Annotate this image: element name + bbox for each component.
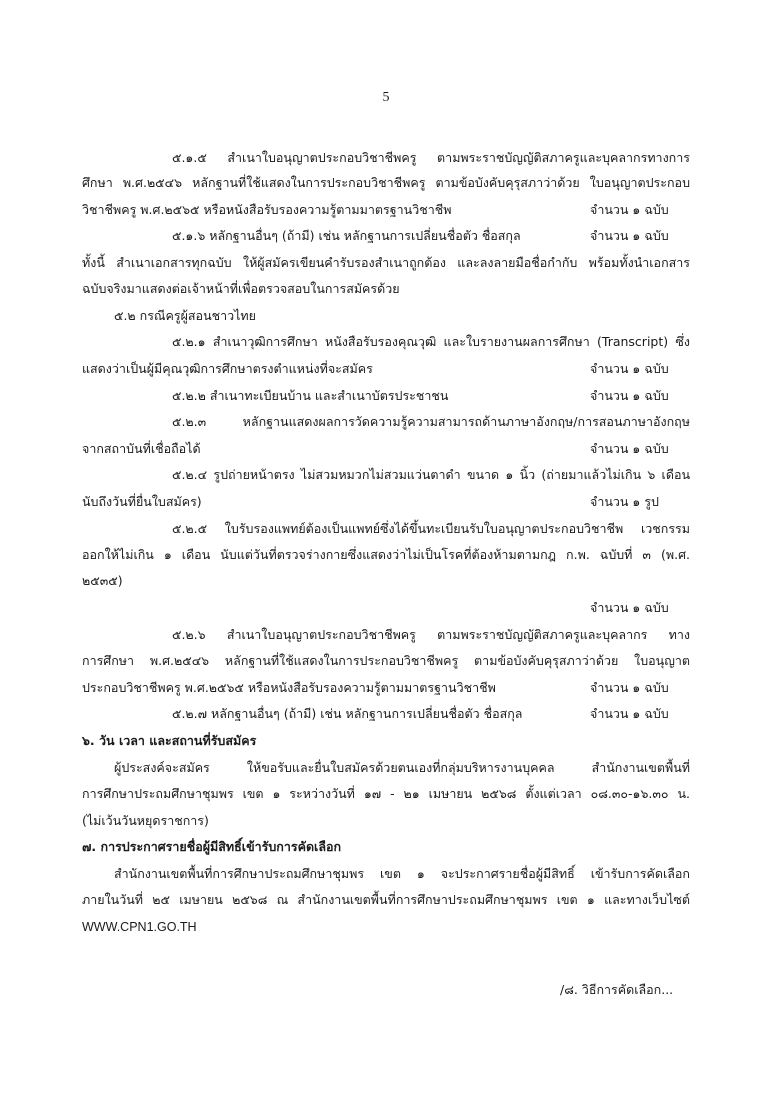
- copies-count: จำนวน ๑ ฉบับ: [590, 228, 669, 243]
- text-line: นับถึงวันที่ยื่นใบสมัคร) จำนวน ๑ รูป: [82, 490, 690, 514]
- text-line: ๕.๑.๖ หลักฐานอื่นๆ (ถ้ามี) เช่น หลักฐานการเปลี่ยนชื่อตัว ชื่อสกุล จำนวน ๑ ฉบับ: [172, 224, 690, 248]
- text-line: ๕.๑.๕ สำเนาใบอนุญาตประกอบวิชาชีพครู ตามพระราชบัญญัติสภาครูและบุคลากรทางการ: [172, 150, 690, 165]
- copies-count: จำนวน ๑ ฉบับ: [590, 600, 669, 615]
- copies-count: จำนวน ๑ รูป: [590, 494, 659, 509]
- section-heading-7: ๗. การประกาศรายชื่อผู้มีสิทธิ์เข้ารับการคัดเลือก: [82, 839, 342, 854]
- text-line: ๕.๒.๕ ใบรับรองแพทย์ต้องเป็นแพทย์ซึ่งได้ขึ้นทะเบียนรับใบอนุญาตประกอบวิชาชีพ เวชกรรม: [172, 521, 690, 536]
- text-line: จากสถาบันที่เชื่อถือได้ จำนวน ๑ ฉบับ: [82, 437, 690, 461]
- copies-count: จำนวน ๑ ฉบับ: [590, 202, 669, 217]
- text-line: วิชาชีพครู พ.ศ.๒๕๖๕ หรือหนังสือรับรองความรู้ตามมาตรฐานวิชาชีพ จำนวน ๑ ฉบับ: [82, 198, 690, 222]
- website-link: WWW.CPN1.GO.TH: [82, 920, 197, 934]
- text-line: (ไม่เว้นวันหยุดราชการ): [82, 813, 209, 828]
- text-line: การศึกษา พ.ศ.๒๕๔๖ หลักฐานที่ใช้แสดงในการประกอบวิชาชีพครู ตามข้อบังคับคุรุสภาว่าด้วย ใบอนุญาต: [82, 653, 690, 668]
- text-line: ผู้ประสงค์จะสมัคร ให้ขอรับและยื่นใบสมัครด้วยตนเองที่กลุ่มบริหารงานบุคคล สำนักงานเขตพื้นที่: [114, 760, 690, 775]
- page-number: 5: [382, 90, 390, 105]
- copies-count: จำนวน ๑ ฉบับ: [590, 388, 669, 403]
- copies-count: จำนวน ๑ ฉบับ: [590, 361, 669, 376]
- text-line: ๕.๒.๒ สำเนาทะเบียนบ้าน และสำเนาบัตรประชาชน จำนวน ๑ ฉบับ: [172, 384, 690, 408]
- text-line: ๕.๒.๓ หลักฐานแสดงผลการวัดความรู้ความสามารถด้านภาษาอังกฤษ/การสอนภาษาอังกฤษ: [172, 414, 690, 429]
- text-line: ภายในวันที่ ๒๕ เมษายน ๒๕๖๘ ณ สำนักงานเขตพื้นที่การศึกษาประถมศึกษาชุมพร เขต ๑ และทางเว็บไซต์: [82, 892, 690, 907]
- text-line: ๒๕๓๕): [82, 573, 123, 588]
- text-line: [82, 596, 690, 620]
- copies-count: จำนวน ๑ ฉบับ: [590, 706, 669, 721]
- text-line: การศึกษาประถมศึกษาชุมพร เขต ๑ ระหว่างวันที่ ๑๗ - ๒๑ เมษายน ๒๕๖๘ ตั้งแต่เวลา ๐๘.๓๐-๑๖.๓๐ น.: [82, 786, 690, 801]
- text-line: ๕.๒.๗ หลักฐานอื่นๆ (ถ้ามี) เช่น หลักฐานการเปลี่ยนชื่อตัว ชื่อสกุล จำนวน ๑ ฉบับ: [172, 702, 690, 726]
- text-line: สำนักงานเขตพื้นที่การศึกษาประถมศึกษาชุมพร เขต ๑ จะประกาศรายชื่อผู้มีสิทธิ์ เข้ารับการคัดเลือก: [114, 866, 690, 881]
- next-page-continuation: /๘. วิธีการคัดเลือก...: [560, 982, 674, 997]
- section-subheading: ๕.๒ กรณีครูผู้สอนชาวไทย: [114, 308, 256, 323]
- copies-count: จำนวน ๑ ฉบับ: [590, 680, 669, 695]
- text-line: ศึกษา พ.ศ.๒๕๔๖ หลักฐานที่ใช้แสดงในการประกอบวิชาชีพครู ตามข้อบังคับคุรุสภาว่าด้วย ใบอนุญาตประกอบ: [82, 175, 690, 190]
- text-line: ฉบับจริงมาแสดงต่อเจ้าหน้าที่เพื่อตรวจสอบในการสมัครด้วย: [82, 281, 400, 296]
- copies-count: จำนวน ๑ ฉบับ: [590, 441, 669, 456]
- text-line: ๕.๒.๖ สำเนาใบอนุญาตประกอบวิชาชีพครู ตามพระราชบัญญัติสภาครูและบุคลากร ทาง: [172, 627, 690, 642]
- text-line: ๕.๒.๑ สำเนาวุฒิการศึกษา หนังสือรับรองคุณวุฒิ และใบรายงานผลการศึกษา (Transcript) ซึ่ง: [172, 334, 690, 349]
- text-line: ออกให้ไม่เกิน ๑ เดือน นับแต่วันที่ตรวจร่างกายซึ่งแสดงว่าไม่เป็นโรคที่ต้องห้ามตามกฎ ก.พ. ฉบับที่ ๓ (พ.ศ.: [82, 547, 690, 562]
- text-line: ทั้งนี้ สำเนาเอกสารทุกฉบับ ให้ผู้สมัครเขียนคำรับรองสำเนาถูกต้อง และลงลายมือชื่อกำกับ พร้อมทั้งนำเอกสาร: [82, 255, 690, 270]
- text-line: แสดงว่าเป็นผู้มีคุณวุฒิการศึกษาตรงตำแหน่งที่จะสมัคร จำนวน ๑ ฉบับ: [82, 357, 690, 381]
- text-line: ๕.๒.๔ รูปถ่ายหน้าตรง ไม่สวมหมวกไม่สวมแว่นตาดำ ขนาด ๑ นิ้ว (ถ่ายมาแล้วไม่เกิน ๖ เดือน: [172, 467, 690, 482]
- text-line: ประกอบวิชาชีพครู พ.ศ.๒๕๖๕ หรือหนังสือรับรองความรู้ตามมาตรฐานวิชาชีพ จำนวน ๑ ฉบับ: [82, 676, 690, 700]
- section-heading-6: ๖. วัน เวลา และสถานที่รับสมัคร: [82, 733, 257, 748]
